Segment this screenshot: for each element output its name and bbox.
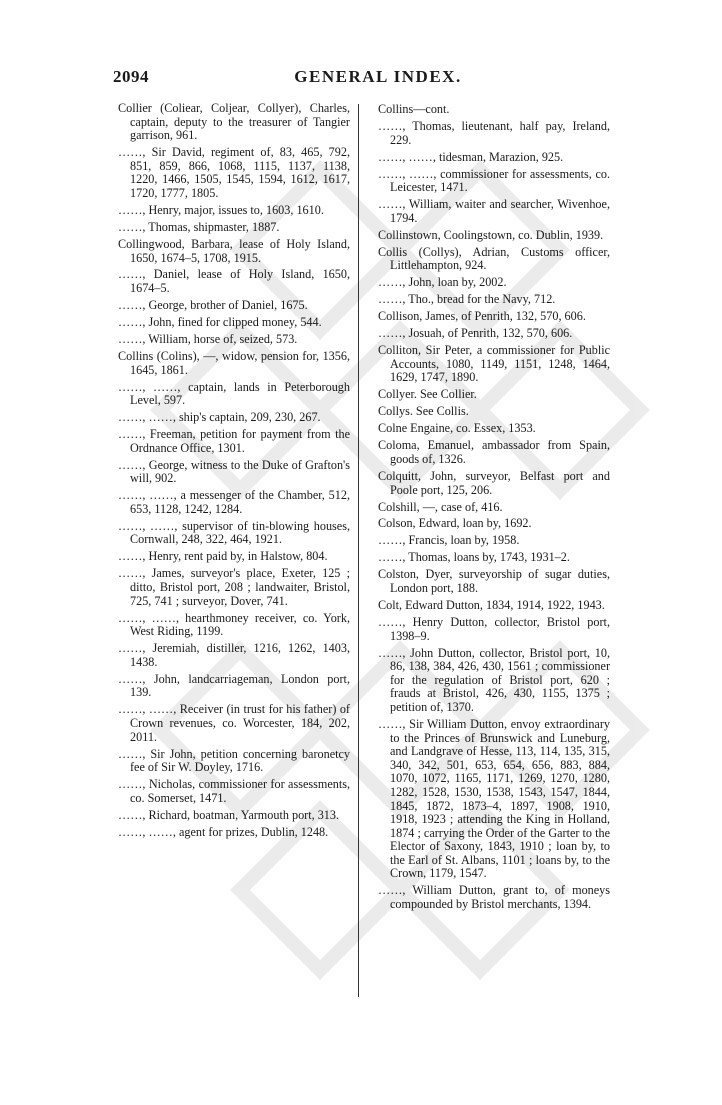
- index-entry: ……, Richard, boatman, Yarmouth port, 313.: [118, 807, 340, 822]
- index-entry: ……, ……, Receiver (in trust for his father) of Crown revenues, co. Worcester, 184, 202, 2011.: [118, 702, 350, 744]
- index-entry: ……, ……, tidesman, Marazion, 925.: [378, 149, 564, 164]
- index-entry: ……, William, waiter and searcher, Wivenhoe, 1794.: [378, 197, 610, 225]
- index-entry: Colston, Dyer, surveyorship of sugar duties, London port, 188.: [378, 567, 610, 596]
- index-column-left: [118, 102, 350, 843]
- index-entry: ……, ……, commissioner for assessments, co. Leicester, 1471.: [378, 166, 610, 195]
- index-entry: ……, Sir David, regiment of, 83, 465, 792, 851, 859, 866, 1068, 1115, 1137, 1138, 1220, 1466, 1505, 1545, 1594, 1612, 1617, 1720, 1777, 1805.: [118, 145, 350, 200]
- index-entry: ……, ……, supervisor of tin-blowing houses, Cornwall, 248, 322, 464, 1921.: [118, 518, 350, 547]
- continuation-heading: Collins—cont.: [378, 102, 450, 116]
- index-entry: Collins (Colins), —, widow, pension for, 1356, 1645, 1861.: [118, 349, 350, 377]
- index-entry: ……, James, surveyor's place, Exeter, 125 ; ditto, Bristol port, 208 ; landwaiter, Bristol, 725, 741 ; surveyor, Dover, 741.: [118, 566, 350, 608]
- index-entry: Collinstown, Coolingstown, co. Dublin, 1939.: [378, 227, 604, 242]
- page-header: [113, 67, 643, 93]
- index-entry: Collingwood, Barbara, lease of Holy Island, 1650, 1674–5, 1708, 1915.: [118, 236, 350, 265]
- page-number: 2094: [113, 67, 149, 86]
- index-entry: Colquitt, John, surveyor, Belfast port and Poole port, 125, 206.: [378, 468, 610, 497]
- index-entry: Colliton, Sir Peter, a commissioner for Public Accounts, 1080, 1149, 1151, 1248, 1464, 1629, 1747, 1890.: [378, 343, 610, 385]
- index-entry: ……, Sir John, petition concerning baronetcy fee of Sir W. Doyley, 1716.: [118, 746, 350, 775]
- index-entry: ……, William Dutton, grant to, of moneys compounded by Bristol merchants, 1394.: [378, 883, 610, 912]
- index-entry: ……, John, fined for clipped money, 544.: [118, 315, 322, 330]
- index-entry: Coloma, Emanuel, ambassador from Spain, goods of, 1326.: [378, 438, 610, 466]
- index-entry: Collis (Collys), Adrian, Customs officer, Littlehampton, 924.: [378, 244, 610, 273]
- index-entry: ……, Josuah, of Penrith, 132, 570, 606.: [378, 326, 573, 341]
- index-entry: ……, Henry Dutton, collector, Bristol port, 1398–9.: [378, 615, 610, 643]
- index-entry: Collison, James, of Penrith, 132, 570, 606.: [378, 309, 586, 324]
- index-entry: ……, ……, a messenger of the Chamber, 512, 653, 1128, 1242, 1284.: [118, 488, 350, 516]
- index-entry: ……, Francis, loan by, 1958.: [378, 533, 520, 548]
- index-entry: ……, George, witness to the Duke of Grafton's will, 902.: [118, 457, 350, 486]
- index-entry: ……, ……, agent for prizes, Dublin, 1248.: [118, 824, 329, 839]
- page-title: GENERAL INDEX.: [294, 67, 462, 86]
- index-entry: ……, Jeremiah, distiller, 1216, 1262, 1403, 1438.: [118, 641, 350, 669]
- index-entry: Collys. See Collis.: [378, 404, 469, 419]
- index-entry: Collier (Coliear, Coljear, Collyer), Charles, captain, deputy to the treasurer of Tangier garrison, 961.: [118, 101, 350, 143]
- index-entry: Collyer. See Collier.: [378, 387, 477, 402]
- index-entry: ……, John, loan by, 2002.: [378, 275, 507, 290]
- index-entry: ……, ……, captain, lands in Peterborough Level, 597.: [118, 379, 350, 408]
- index-entry: Colne Engaine, co. Essex, 1353.: [378, 421, 536, 436]
- index-entry: Colshill, —, case of, 416.: [378, 499, 503, 514]
- index-entry: ……, Sir William Dutton, envoy extraordinary to the Princes of Brunswick and Luneburg, and Landgrave of Hesse, 113, 114, 135, 315, 340, 342, 501, 653, 654, 656, 883, 884, 1070, 1072, 1165, 1171, 1269, 1270, 1280, 1282, 1528, 1530, 1538, 1543, 1547, 1844, 1845, 1872, 1873–4, 1897, 1908, 1910, 1918, 1923 ; attending the King in Holland, 1874 ; carrying the Order of the Garter to the Elector of Saxony, 1843, 1910 ; loan by, to the Earl of St. Albans, 1101 ; loans by, to the Crown, 1179, 1547.: [378, 716, 610, 881]
- index-entry: ……, Thomas, lieutenant, half pay, Ireland, 229.: [378, 119, 610, 147]
- index-entry: Colson, Edward, loan by, 1692.: [378, 516, 532, 531]
- index-column-right: [378, 102, 610, 915]
- index-entry: ……, George, brother of Daniel, 1675.: [118, 298, 308, 313]
- index-entry: ……, Daniel, lease of Holy Island, 1650, 1674–5.: [118, 267, 350, 296]
- index-entry: ……, Tho., bread for the Navy, 712.: [378, 292, 556, 307]
- index-entry: ……, Henry, major, issues to, 1603, 1610.: [118, 202, 324, 217]
- index-entry: ……, ……, ship's captain, 209, 230, 267.: [118, 410, 321, 425]
- index-entry: ……, Thomas, loans by, 1743, 1931–2.: [378, 550, 570, 565]
- index-entry: ……, John, landcarriageman, London port, 139.: [118, 671, 350, 700]
- index-entry: Colt, Edward Dutton, 1834, 1914, 1922, 1943.: [378, 598, 605, 613]
- index-entry: ……, John Dutton, collector, Bristol port, 10, 86, 138, 384, 426, 430, 1561 ; commissioner for the regulation of Bristol port, 620 ; frauds at Bristol, 426, 430, 1155, 1375 ; petition of, 1370.: [378, 645, 610, 714]
- index-entry: ……, ……, hearthmoney receiver, co. York, West Riding, 1199.: [118, 610, 350, 639]
- column-divider: [358, 104, 359, 997]
- index-entry: ……, William, horse of, seized, 573.: [118, 332, 298, 347]
- index-entry: ……, Thomas, shipmaster, 1887.: [118, 219, 280, 234]
- index-entry: ……, Freeman, petition for payment from the Ordnance Office, 1301.: [118, 427, 350, 455]
- index-entry: ……, Nicholas, commissioner for assessments, co. Somerset, 1471.: [118, 777, 350, 805]
- index-entry: ……, Henry, rent paid by, in Halstow, 804.: [118, 549, 328, 564]
